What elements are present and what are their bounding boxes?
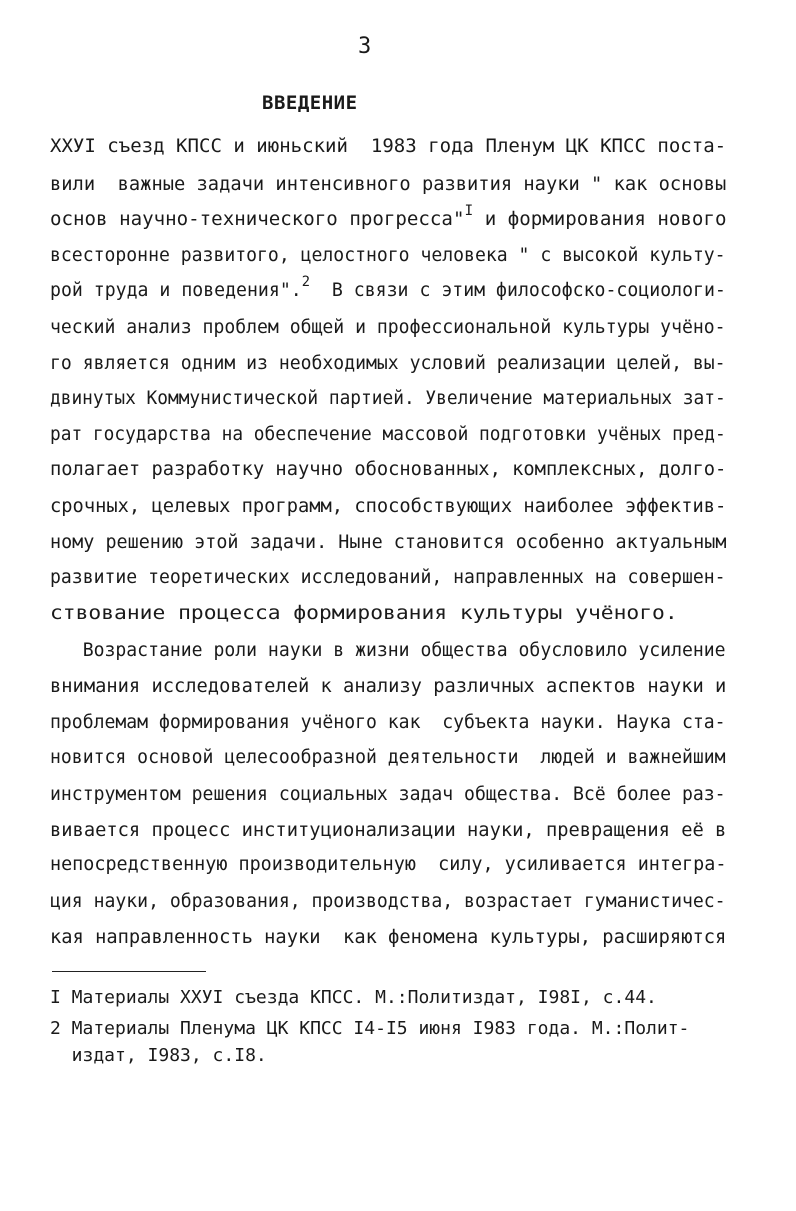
text-segment: и формирования нового [473, 209, 727, 230]
text-segment: двинутых Коммунистической партией. Увеличение материальных зат- [50, 388, 726, 409]
page-title: ВВЕДЕНИЕ [262, 92, 358, 114]
footnote-marker: 2 [301, 274, 311, 290]
text-segment: кая направленность науки как феномена культуры, расширяются [50, 927, 727, 948]
text-line [50, 822, 726, 841]
text-segment: ческий анализ проблем общей и профессиональной культуры учёно- [50, 317, 726, 338]
text-segment: проблемам формирования учёного как субъекта науки. Наука ста- [50, 712, 726, 733]
text-line [50, 390, 726, 409]
text-segment: новится основой целесообразной деятельности людей и важнейшим [50, 747, 726, 768]
text-line [50, 274, 726, 301]
text-segment: вивается процесс институционализации науки, превращения её в [50, 820, 727, 841]
text-segment: ХХУI съезд КПСС и июньский 1983 года Пленум ЦК КПСС поста- [50, 136, 727, 157]
footnote-marker: I [464, 203, 474, 219]
text-line [50, 929, 726, 948]
text-segment: рой труда и поведения". [50, 280, 302, 301]
text-line [50, 534, 726, 553]
text-line [50, 498, 726, 517]
text-line [50, 319, 726, 338]
footnote: издат, I983, с.I8. [50, 1045, 267, 1066]
text-line [50, 749, 726, 768]
text-line [50, 893, 726, 912]
text-segment: полагает разработку научно обоснованных, комплексных, долго- [50, 459, 727, 480]
page-number: 3 [358, 34, 372, 59]
text-segment: ствование процесса формирования культуры учёного. [50, 603, 678, 624]
footnote: 2 Материалы Пленума ЦК КПСС I4-I5 июня I983 года. М.:Полит- [50, 1018, 690, 1039]
text-segment: срочных, целевых программ, способствующих наиболее эффектив- [50, 496, 727, 517]
text-segment: внимания исследователей к анализу различных аспектов науки и [50, 676, 727, 697]
text-line [50, 203, 727, 230]
text-line [50, 678, 726, 697]
text-line [50, 605, 678, 624]
text-line [50, 426, 726, 445]
text-segment: непосредственную производительную силу, усиливается интегра- [50, 854, 727, 875]
text-line [50, 355, 726, 374]
text-segment: рат государства на обеспечение массовой подготовки учёных пред- [50, 424, 726, 445]
text-line [50, 247, 726, 266]
text-line [50, 714, 726, 733]
text-segment: основ научно-технического прогресса" [50, 209, 465, 230]
text-segment: ному решению этой задачи. Ныне становится особенно актуальным [50, 532, 727, 553]
text-segment: го является одним из необходимых условий реализации целей, вы- [50, 353, 726, 374]
text-line [50, 569, 726, 588]
text-line [50, 138, 726, 157]
text-line [50, 176, 726, 195]
text-line [50, 642, 726, 661]
text-segment: инструментом решения социальных задач общества. Всё более раз- [50, 784, 726, 805]
text-segment: всесторонне развитого, целостного человека " с высокой культу- [50, 245, 726, 266]
footnote: I Материалы ХХУI съезда КПСС. М.:Политиздат, I98I, с.44. [50, 987, 657, 1008]
text-line [50, 786, 726, 805]
text-line [50, 461, 726, 480]
footnote-divider [52, 971, 206, 972]
text-segment: В связи с этим философско-социологи- [310, 280, 726, 301]
text-segment: развитие теоретических исследований, направленных на совершен- [50, 567, 726, 588]
text-segment: вили важные задачи интенсивного развития науки " как основы [50, 174, 727, 195]
text-segment: ция науки, образования, производства, возрастает гуманистичес- [50, 891, 726, 912]
text-segment: Возрастание роли науки в жизни общества обусловило усиление [50, 640, 726, 661]
text-line [50, 856, 726, 875]
